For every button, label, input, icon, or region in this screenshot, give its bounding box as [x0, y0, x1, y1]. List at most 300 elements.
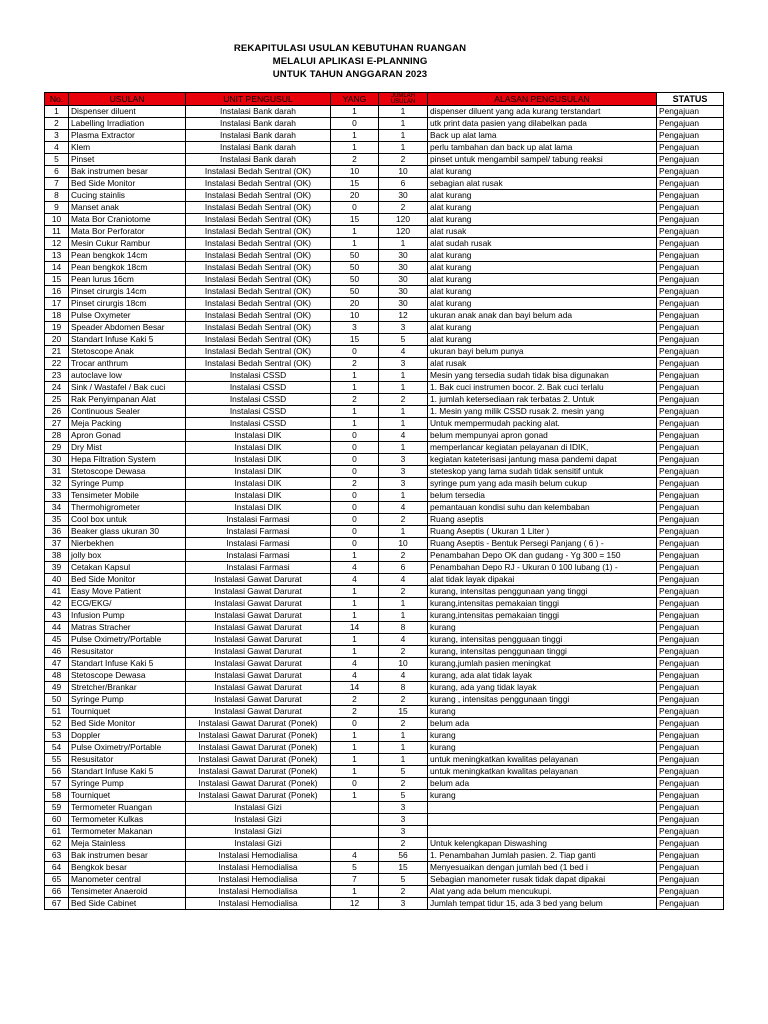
cell-jumlah: 3 [379, 898, 428, 910]
cell-usulan: Bed Side Monitor [69, 178, 186, 190]
cell-yang: 1 [331, 130, 379, 142]
cell-usulan: ECG/EKG/ [69, 598, 186, 610]
cell-no: 60 [45, 814, 69, 826]
cell-yang: 4 [331, 670, 379, 682]
cell-yang: 0 [331, 514, 379, 526]
table-row [45, 442, 724, 454]
cell-unit: Instalasi DIK [186, 430, 331, 442]
cell-alasan: untuk meningkatkan kwalitas pelayanan [428, 754, 657, 766]
cell-yang: 1 [331, 742, 379, 754]
cell-alasan: memperlancar kegiatan pelayanan di IDIK, [428, 442, 657, 454]
cell-no: 57 [45, 778, 69, 790]
cell-jumlah: 2 [379, 646, 428, 658]
cell-no: 8 [45, 190, 69, 202]
cell-no: 53 [45, 730, 69, 742]
cell-no: 2 [45, 118, 69, 130]
cell-status: Pengajuan [657, 694, 724, 706]
cell-usulan: Resusitator [69, 646, 186, 658]
cell-yang: 1 [331, 634, 379, 646]
cell-unit: Instalasi Bedah Sentral (OK) [186, 334, 331, 346]
table-row [45, 550, 724, 562]
cell-yang: 1 [331, 226, 379, 238]
cell-yang: 3 [331, 322, 379, 334]
cell-unit: Instalasi Bedah Sentral (OK) [186, 166, 331, 178]
cell-usulan: Beaker glass ukuran 30 [69, 526, 186, 538]
cell-alasan: alat kurang [428, 250, 657, 262]
cell-alasan: alat kurang [428, 166, 657, 178]
table-row [45, 118, 724, 130]
cell-no: 58 [45, 790, 69, 802]
cell-alasan: kurang, ada yang tidak layak [428, 682, 657, 694]
table-row [45, 562, 724, 574]
cell-usulan: Pulse Oximetry/Portable [69, 634, 186, 646]
cell-unit: Instalasi Gawat Darurat [186, 658, 331, 670]
cell-unit: Instalasi CSSD [186, 370, 331, 382]
cell-jumlah: 1 [379, 442, 428, 454]
cell-status: Pengajuan [657, 562, 724, 574]
cell-alasan: Untuk mempermudah packing alat. [428, 418, 657, 430]
cell-status: Pengajuan [657, 862, 724, 874]
title-line-3: UNTUK TAHUN ANGGARAN 2023 [272, 69, 428, 80]
cell-alasan: 1. Penambahan Jumlah pasien. 2. Tiap ganti [428, 850, 657, 862]
cell-status: Pengajuan [657, 526, 724, 538]
cell-status: Pengajuan [657, 874, 724, 886]
cell-unit: Instalasi Hemodialisa [186, 898, 331, 910]
cell-jumlah: 3 [379, 802, 428, 814]
cell-alasan: kurang [428, 742, 657, 754]
table-row [45, 286, 724, 298]
cell-yang: 1 [331, 418, 379, 430]
cell-jumlah: 6 [379, 562, 428, 574]
cell-jumlah: 10 [379, 538, 428, 550]
cell-jumlah: 30 [379, 190, 428, 202]
cell-alasan: Jumlah tempat tidur 15, ada 3 bed yang belum [428, 898, 657, 910]
cell-jumlah: 3 [379, 478, 428, 490]
cell-no: 4 [45, 142, 69, 154]
cell-jumlah: 2 [379, 202, 428, 214]
cell-usulan: Pinset [69, 154, 186, 166]
table-row [45, 166, 724, 178]
cell-no: 37 [45, 538, 69, 550]
cell-status: Pengajuan [657, 826, 724, 838]
cell-no: 21 [45, 346, 69, 358]
cell-alasan: alat rusak [428, 226, 657, 238]
cell-jumlah: 8 [379, 622, 428, 634]
cell-yang: 1 [331, 382, 379, 394]
cell-alasan [428, 826, 657, 838]
cell-no: 31 [45, 466, 69, 478]
cell-yang: 1 [331, 142, 379, 154]
table-row [45, 298, 724, 310]
cell-jumlah: 1 [379, 106, 428, 118]
cell-unit: Instalasi Gawat Darurat (Ponek) [186, 790, 331, 802]
cell-no: 3 [45, 130, 69, 142]
cell-status: Pengajuan [657, 418, 724, 430]
cell-yang: 0 [331, 490, 379, 502]
table-row [45, 742, 724, 754]
table-row [45, 850, 724, 862]
cell-jumlah: 30 [379, 250, 428, 262]
cell-status: Pengajuan [657, 658, 724, 670]
cell-no: 18 [45, 310, 69, 322]
table-row [45, 754, 724, 766]
table-row [45, 106, 724, 118]
cell-yang: 0 [331, 118, 379, 130]
table-row [45, 202, 724, 214]
cell-status: Pengajuan [657, 466, 724, 478]
table-row [45, 430, 724, 442]
table-row [45, 346, 724, 358]
cell-yang: 14 [331, 622, 379, 634]
cell-yang: 1 [331, 754, 379, 766]
table-row [45, 394, 724, 406]
cell-status: Pengajuan [657, 730, 724, 742]
cell-usulan: Meja Stainless [69, 838, 186, 850]
table-row [45, 322, 724, 334]
table-row [45, 898, 724, 910]
cell-usulan: Pean bengkok 18cm [69, 262, 186, 274]
cell-yang: 14 [331, 682, 379, 694]
table-row [45, 454, 724, 466]
cell-jumlah: 30 [379, 298, 428, 310]
cell-yang: 15 [331, 334, 379, 346]
cell-yang: 2 [331, 694, 379, 706]
cell-no: 32 [45, 478, 69, 490]
cell-yang: 4 [331, 574, 379, 586]
table-row [45, 154, 724, 166]
cell-unit: Instalasi Gawat Darurat (Ponek) [186, 778, 331, 790]
cell-unit: Instalasi Bedah Sentral (OK) [186, 298, 331, 310]
cell-jumlah: 4 [379, 574, 428, 586]
cell-unit: Instalasi Bedah Sentral (OK) [186, 286, 331, 298]
cell-alasan: syringe pum yang ada masih belum cukup [428, 478, 657, 490]
table-body [45, 106, 724, 910]
cell-no: 28 [45, 430, 69, 442]
cell-usulan: Termometer Ruangan [69, 802, 186, 814]
cell-alasan: perlu tambahan dan back up alat lama [428, 142, 657, 154]
cell-unit: Instalasi Bedah Sentral (OK) [186, 310, 331, 322]
cell-unit: Instalasi Bedah Sentral (OK) [186, 358, 331, 370]
cell-usulan: Cool box untuk [69, 514, 186, 526]
cell-yang: 1 [331, 586, 379, 598]
cell-no: 36 [45, 526, 69, 538]
cell-jumlah: 30 [379, 286, 428, 298]
cell-usulan: Meja Packing [69, 418, 186, 430]
cell-status: Pengajuan [657, 358, 724, 370]
cell-status: Pengajuan [657, 154, 724, 166]
cell-unit: Instalasi Bedah Sentral (OK) [186, 226, 331, 238]
cell-yang: 0 [331, 454, 379, 466]
cell-alasan: Alat yang ada belum mencukupi. [428, 886, 657, 898]
cell-jumlah: 8 [379, 682, 428, 694]
cell-usulan: Syringe Pump [69, 478, 186, 490]
table-row [45, 862, 724, 874]
cell-usulan: Syringe Pump [69, 694, 186, 706]
cell-jumlah: 5 [379, 874, 428, 886]
cell-jumlah: 5 [379, 766, 428, 778]
cell-jumlah: 10 [379, 658, 428, 670]
cell-status: Pengajuan [657, 706, 724, 718]
cell-usulan: Sink / Wastafel / Bak cuci [69, 382, 186, 394]
table-row [45, 718, 724, 730]
cell-alasan: Ruang aseptis [428, 514, 657, 526]
cell-unit: Instalasi Gawat Darurat (Ponek) [186, 766, 331, 778]
cell-alasan: Back up alat lama [428, 130, 657, 142]
cell-no: 55 [45, 754, 69, 766]
cell-yang: 20 [331, 190, 379, 202]
cell-usulan: Labelling Irradiation [69, 118, 186, 130]
cell-usulan: Doppler [69, 730, 186, 742]
table-row [45, 274, 724, 286]
cell-unit: Instalasi Gawat Darurat [186, 706, 331, 718]
cell-alasan: alat kurang [428, 274, 657, 286]
cell-yang: 1 [331, 766, 379, 778]
cell-no: 54 [45, 742, 69, 754]
cell-status: Pengajuan [657, 646, 724, 658]
cell-yang: 1 [331, 550, 379, 562]
cell-unit: Instalasi Farmasi [186, 514, 331, 526]
cell-no: 29 [45, 442, 69, 454]
cell-alasan: alat kurang [428, 202, 657, 214]
cell-no: 51 [45, 706, 69, 718]
cell-jumlah: 120 [379, 226, 428, 238]
cell-no: 7 [45, 178, 69, 190]
cell-usulan: Cucing stainlis [69, 190, 186, 202]
cell-yang: 50 [331, 274, 379, 286]
cell-jumlah: 4 [379, 670, 428, 682]
cell-jumlah: 3 [379, 466, 428, 478]
cell-no: 64 [45, 862, 69, 874]
cell-unit: Instalasi Bedah Sentral (OK) [186, 250, 331, 262]
cell-status: Pengajuan [657, 490, 724, 502]
cell-usulan: Nierbekhen [69, 538, 186, 550]
cell-jumlah: 2 [379, 838, 428, 850]
cell-jumlah: 1 [379, 610, 428, 622]
cell-no: 52 [45, 718, 69, 730]
cell-usulan: Bed Side Cabinet [69, 898, 186, 910]
cell-usulan: Rak Penyimpanan Alat [69, 394, 186, 406]
cell-unit: Instalasi CSSD [186, 406, 331, 418]
cell-unit: Instalasi Gawat Darurat [186, 622, 331, 634]
cell-alasan: kurang [428, 790, 657, 802]
cell-status: Pengajuan [657, 142, 724, 154]
cell-no: 15 [45, 274, 69, 286]
cell-status: Pengajuan [657, 634, 724, 646]
table-row [45, 478, 724, 490]
cell-jumlah: 30 [379, 262, 428, 274]
table-row [45, 826, 724, 838]
cell-usulan: Dispenser diluent [69, 106, 186, 118]
cell-no: 66 [45, 886, 69, 898]
cell-alasan: Untuk kelengkapan Diswashing [428, 838, 657, 850]
cell-alasan: belum ada [428, 718, 657, 730]
cell-no: 59 [45, 802, 69, 814]
cell-usulan: Tensimeter Mobile [69, 490, 186, 502]
cell-jumlah: 1 [379, 370, 428, 382]
table-row [45, 586, 724, 598]
cell-usulan: Bengkok besar [69, 862, 186, 874]
cell-jumlah: 1 [379, 118, 428, 130]
cell-usulan: Bak instrumen besar [69, 166, 186, 178]
cell-yang: 4 [331, 850, 379, 862]
cell-no: 25 [45, 394, 69, 406]
cell-no: 9 [45, 202, 69, 214]
cell-yang: 50 [331, 286, 379, 298]
cell-usulan: Bed Side Monitor [69, 718, 186, 730]
cell-usulan: Termometer Makanan [69, 826, 186, 838]
cell-usulan: Continuous Sealer [69, 406, 186, 418]
cell-yang: 1 [331, 598, 379, 610]
cell-yang: 1 [331, 406, 379, 418]
cell-usulan: Resusitator [69, 754, 186, 766]
cell-yang: 2 [331, 358, 379, 370]
cell-no: 47 [45, 658, 69, 670]
table-row [45, 766, 724, 778]
cell-no: 27 [45, 418, 69, 430]
cell-alasan: Ruang Aseptis ( Ukuran 1 Liter ) [428, 526, 657, 538]
cell-no: 1 [45, 106, 69, 118]
cell-status: Pengajuan [657, 778, 724, 790]
cell-usulan: Termometer Kulkas [69, 814, 186, 826]
document-title-block [0, 42, 700, 81]
cell-alasan [428, 814, 657, 826]
cell-status: Pengajuan [657, 454, 724, 466]
cell-unit: Instalasi Bedah Sentral (OK) [186, 202, 331, 214]
table-row [45, 886, 724, 898]
cell-alasan: sebagian alat rusak [428, 178, 657, 190]
cell-status: Pengajuan [657, 742, 724, 754]
cell-jumlah: 4 [379, 502, 428, 514]
cell-yang: 2 [331, 154, 379, 166]
table-row [45, 526, 724, 538]
cell-status: Pengajuan [657, 538, 724, 550]
cell-no: 46 [45, 646, 69, 658]
cell-status: Pengajuan [657, 586, 724, 598]
cell-alasan [428, 802, 657, 814]
cell-yang: 1 [331, 106, 379, 118]
cell-unit: Instalasi CSSD [186, 382, 331, 394]
cell-status: Pengajuan [657, 238, 724, 250]
title-line-2: MELALUI APLIKASI E-PLANNING [272, 56, 428, 67]
cell-status: Pengajuan [657, 790, 724, 802]
cell-unit: Instalasi Gizi [186, 826, 331, 838]
cell-jumlah: 3 [379, 322, 428, 334]
cell-usulan: Standart Infuse Kaki 5 [69, 334, 186, 346]
cell-status: Pengajuan [657, 190, 724, 202]
table-row [45, 658, 724, 670]
cell-no: 17 [45, 298, 69, 310]
cell-unit: Instalasi Bedah Sentral (OK) [186, 274, 331, 286]
cell-status: Pengajuan [657, 622, 724, 634]
cell-unit: Instalasi Gawat Darurat [186, 670, 331, 682]
cell-no: 16 [45, 286, 69, 298]
table-row [45, 538, 724, 550]
cell-yang: 1 [331, 646, 379, 658]
cell-unit: Instalasi Bedah Sentral (OK) [186, 190, 331, 202]
cell-alasan: kurang , intensitas penggunaan tinggi [428, 694, 657, 706]
cell-usulan: Mata Bor Craniotome [69, 214, 186, 226]
cell-unit: Instalasi Gawat Darurat (Ponek) [186, 730, 331, 742]
cell-status: Pengajuan [657, 202, 724, 214]
cell-usulan: Dry Mist [69, 442, 186, 454]
cell-alasan: utk print data pasien yang dilabelkan pada [428, 118, 657, 130]
cell-jumlah: 2 [379, 550, 428, 562]
cell-unit: Instalasi Gizi [186, 838, 331, 850]
cell-jumlah: 2 [379, 514, 428, 526]
cell-usulan: Manometer central [69, 874, 186, 886]
cell-unit: Instalasi Bedah Sentral (OK) [186, 238, 331, 250]
cell-usulan: Manset anak [69, 202, 186, 214]
cell-usulan: Infusion Pump [69, 610, 186, 622]
header-jumlah-bottom: USULAN [390, 99, 416, 105]
cell-alasan: kurang [428, 730, 657, 742]
cell-usulan: Standart Infuse Kaki 5 [69, 766, 186, 778]
table-row [45, 646, 724, 658]
cell-yang: 0 [331, 718, 379, 730]
header-jumlah-top: JUMLAH [390, 93, 415, 99]
cell-no: 11 [45, 226, 69, 238]
cell-unit: Instalasi Gawat Darurat [186, 598, 331, 610]
table-row [45, 778, 724, 790]
cell-unit: Instalasi Gawat Darurat (Ponek) [186, 754, 331, 766]
header-no: No. [45, 93, 69, 106]
table-row [45, 250, 724, 262]
table-row [45, 370, 724, 382]
cell-yang: 1 [331, 730, 379, 742]
table-row [45, 514, 724, 526]
cell-alasan: Mesin yang tersedia sudah tidak bisa digunakan [428, 370, 657, 382]
cell-status: Pengajuan [657, 262, 724, 274]
cell-alasan: kegiatan kateterisasi jantung masa pandemi dapat [428, 454, 657, 466]
cell-status: Pengajuan [657, 406, 724, 418]
header-alasan: ALASAN PENGUSULAN [428, 93, 657, 106]
cell-yang: 0 [331, 202, 379, 214]
table-row [45, 334, 724, 346]
cell-unit: Instalasi DIK [186, 502, 331, 514]
table-row [45, 130, 724, 142]
cell-jumlah: 1 [379, 730, 428, 742]
cell-status: Pengajuan [657, 106, 724, 118]
cell-jumlah: 1 [379, 142, 428, 154]
cell-status: Pengajuan [657, 214, 724, 226]
cell-usulan: Bak instrumen besar [69, 850, 186, 862]
cell-status: Pengajuan [657, 274, 724, 286]
cell-usulan: Thermohigrometer [69, 502, 186, 514]
table-row [45, 682, 724, 694]
cell-usulan: Stetoscope Anak [69, 346, 186, 358]
cell-unit: Instalasi Gizi [186, 802, 331, 814]
header-usulan: USULAN [69, 93, 186, 106]
table-row [45, 490, 724, 502]
table-row [45, 406, 724, 418]
cell-status: Pengajuan [657, 682, 724, 694]
cell-status: Pengajuan [657, 478, 724, 490]
cell-usulan: Pinset cirurgis 18cm [69, 298, 186, 310]
cell-no: 41 [45, 586, 69, 598]
cell-no: 49 [45, 682, 69, 694]
cell-jumlah: 4 [379, 430, 428, 442]
cell-yang: 1 [331, 238, 379, 250]
cell-jumlah: 2 [379, 694, 428, 706]
table-row [45, 694, 724, 706]
cell-usulan: autoclave low [69, 370, 186, 382]
cell-jumlah: 2 [379, 394, 428, 406]
cell-unit: Instalasi Bedah Sentral (OK) [186, 178, 331, 190]
cell-unit: Instalasi DIK [186, 478, 331, 490]
cell-alasan: kurang [428, 706, 657, 718]
cell-jumlah: 15 [379, 862, 428, 874]
cell-no: 10 [45, 214, 69, 226]
